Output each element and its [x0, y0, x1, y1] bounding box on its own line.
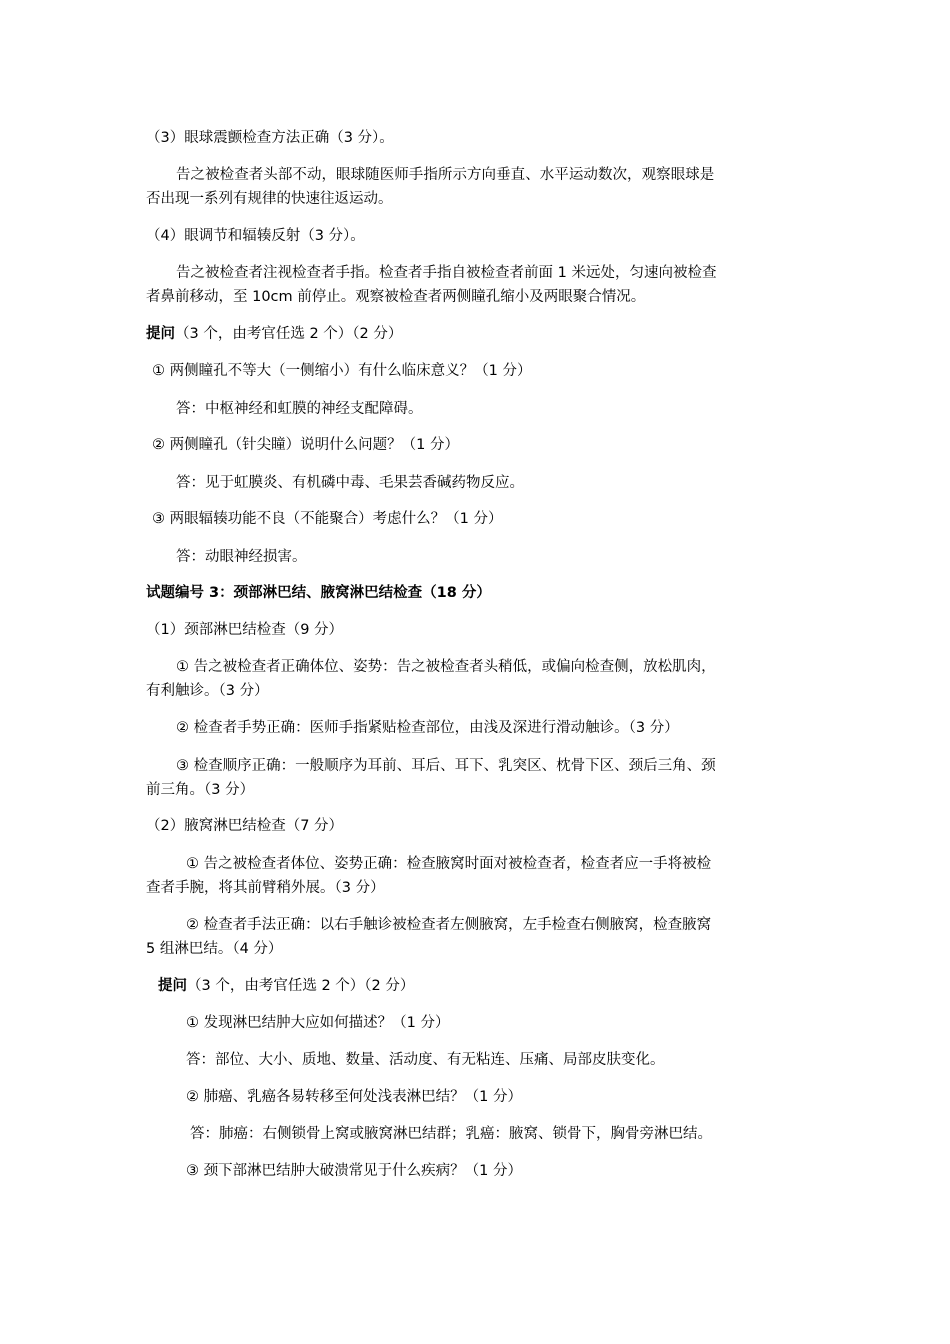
section-heading-neck-nodes: （1）颈部淋巴结检查（9 分） — [146, 622, 344, 638]
paragraph-line: 前三角。（3 分） — [146, 782, 255, 798]
answer-text: 答：肺癌：右侧锁骨上窝或腋窝淋巴结群；乳癌：腋窝、锁骨下，胸骨旁淋巴结。 — [190, 1126, 712, 1142]
paragraph-line: 5 组淋巴结。（4 分） — [146, 941, 283, 957]
paragraph-line: ② 检查者手势正确：医师手指紧贴检查部位，由浅及深进行滑动触诊。（3 分） — [176, 720, 679, 736]
answer-text: 答：部位、大小、质地、数量、活动度、有无粘连、压痛、局部皮肤变化。 — [186, 1052, 665, 1068]
paragraph-line: ① 告之被检查者正确体位、姿势：告之被检查者头稍低，或偏向检查侧，放松肌肉， — [176, 659, 716, 675]
exam-item-heading: 试题编号 3：颈部淋巴结、腋窝淋巴结检查（18 分） — [146, 585, 491, 601]
paragraph-line: 告之被检查者头部不动，眼球随医师手指所示方向垂直、水平运动数次，观察眼球是 — [176, 167, 715, 183]
question-item: ② 两侧瞳孔（针尖瞳）说明什么问题？（1 分） — [152, 437, 459, 453]
paragraph-line: 查者手腕，将其前臂稍外展。（3 分） — [146, 880, 385, 896]
questions-heading — [158, 974, 414, 998]
questions-label: 提问 — [158, 978, 187, 994]
questions-label: 提问 — [146, 326, 175, 342]
section-heading-nystagmus: （3）眼球震颤检查方法正确（3 分）。 — [146, 130, 394, 146]
paragraph-line: 有利触诊。（3 分） — [146, 683, 269, 699]
section-heading-accommodation: （4）眼调节和辐辏反射（3 分）。 — [146, 228, 365, 244]
paragraph-line: ② 检查者手法正确：以右手触诊被检查者左侧腋窝，左手检查右侧腋窝，检查腋窝 — [186, 917, 712, 933]
question-item: ① 发现淋巴结肿大应如何描述？（1 分） — [186, 1015, 450, 1031]
questions-heading — [146, 322, 402, 346]
question-item: ② 肺癌、乳癌各易转移至何处浅表淋巴结？（1 分） — [186, 1089, 522, 1105]
question-item: ③ 颈下部淋巴结肿大破溃常见于什么疾病？（1 分） — [186, 1163, 522, 1179]
questions-note: （3 个，由考官任选 2 个）（2 分） — [187, 978, 415, 994]
paragraph-line: 告之被检查者注视检查者手指。检查者手指自被检查者前面 1 米远处，匀速向被检查 — [176, 265, 717, 281]
answer-text: 答：动眼神经损害。 — [176, 549, 307, 565]
section-heading-axillary-nodes: （2）腋窝淋巴结检查（7 分） — [146, 818, 344, 834]
answer-text: 答：见于虹膜炎、有机磷中毒、毛果芸香碱药物反应。 — [176, 475, 524, 491]
paragraph-line: 否出现一系列有规律的快速往返运动。 — [146, 191, 393, 207]
question-item: ③ 两眼辐辏功能不良（不能聚合）考虑什么？（1 分） — [152, 511, 503, 527]
answer-text: 答：中枢神经和虹膜的神经支配障碍。 — [176, 401, 423, 417]
paragraph-line: ① 告之被检查者体位、姿势正确：检查腋窝时面对被检查者，检查者应一手将被检 — [186, 856, 712, 872]
questions-note: （3 个，由考官任选 2 个）（2 分） — [175, 326, 403, 342]
paragraph-line: ③ 检查顺序正确：一般顺序为耳前、耳后、耳下、乳突区、枕骨下区、颈后三角、颈 — [176, 758, 716, 774]
paragraph-line: 者鼻前移动，至 10cm 前停止。观察被检查者两侧瞳孔缩小及两眼聚合情况。 — [146, 289, 646, 305]
question-item: ① 两侧瞳孔不等大（一侧缩小）有什么临床意义？（1 分） — [152, 363, 532, 379]
